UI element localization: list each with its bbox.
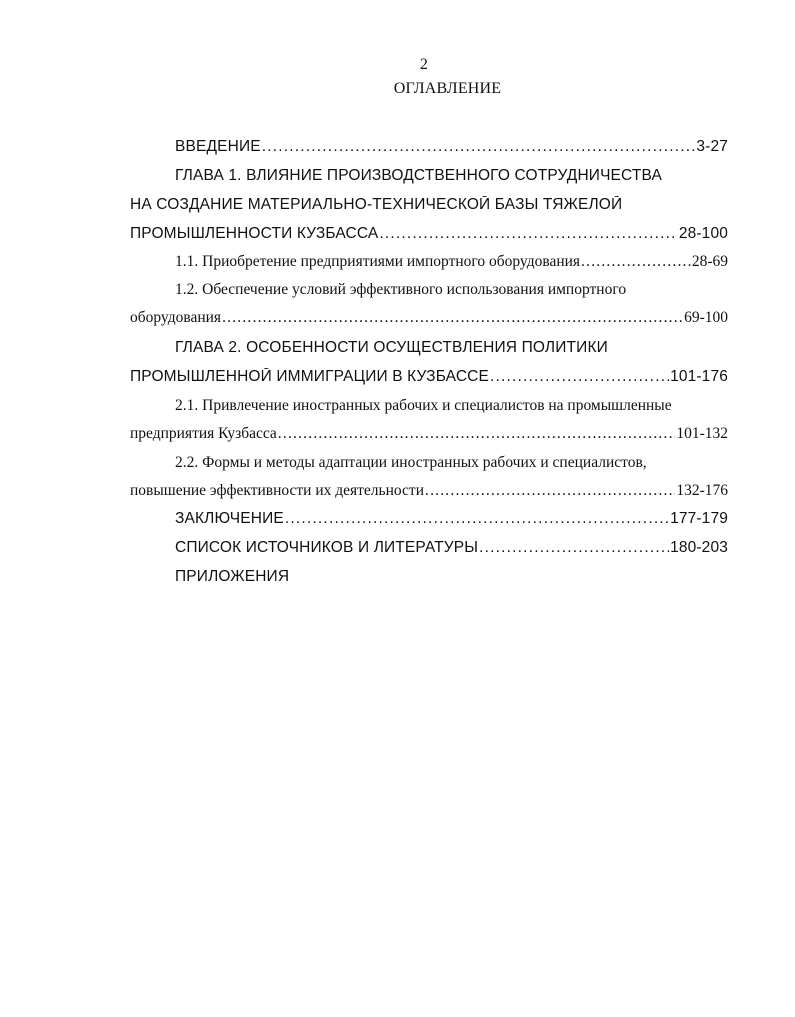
- toc-entry-label-line: 2.1. Привлечение иностранных рабочих и специалистов на промышленные: [175, 397, 672, 414]
- page-number: 2: [419, 56, 429, 73]
- toc-entry-conclusion[interactable]: [130, 510, 728, 530]
- toc-entry-chapter-1[interactable]: [130, 167, 728, 245]
- dot-leader: [379, 225, 678, 243]
- toc-entry-label-line: ГЛАВА 1. ВЛИЯНИЕ ПРОИЗВОДСТВЕННОГО СОТРУДНИЧЕСТВА: [175, 167, 662, 184]
- toc-entry-pages: 69-100: [684, 309, 728, 326]
- dot-leader: [222, 309, 683, 327]
- toc-entry-label: повышение эффективности их деятельности: [130, 482, 424, 499]
- toc-entry-label: ПРОМЫШЛЕННОСТИ КУЗБАССА: [130, 225, 379, 242]
- toc-entry-label: СПИСОК ИСТОЧНИКОВ И ЛИТЕРАТУРЫ: [175, 539, 479, 556]
- toc-entry-last-line: [130, 309, 728, 329]
- table-of-contents: [130, 138, 728, 588]
- dot-leader: [278, 425, 676, 443]
- toc-entry-pages: 28-69: [691, 253, 728, 270]
- toc-entry-label: 1.1. Приобретение предприятиями импортного оборудования: [175, 253, 581, 270]
- toc-entry-appendices[interactable]: ПРИЛОЖЕНИЯ: [175, 568, 290, 585]
- toc-entry-section-2-1[interactable]: [130, 397, 728, 445]
- toc-entry-label: ВВЕДЕНИЕ: [175, 138, 261, 155]
- toc-entry-pages: 101-176: [670, 368, 728, 385]
- toc-entry-chapter-2[interactable]: [130, 339, 728, 388]
- toc-entry-section-2-2[interactable]: [130, 454, 728, 502]
- toc-entry-pages: 180-203: [670, 539, 728, 556]
- dot-leader: [262, 138, 696, 156]
- toc-entry-label-line: 2.2. Формы и методы адаптации иностранных рабочих и специалистов,: [175, 454, 647, 471]
- toc-entry-introduction[interactable]: [130, 138, 728, 158]
- toc-entry-last-line: [130, 368, 728, 388]
- toc-entry-label-line: НА СОЗДАНИЕ МАТЕРИАЛЬНО-ТЕХНИЧЕСКОЙ БАЗЫ ТЯЖЕЛОЙ: [130, 196, 623, 213]
- toc-entry-label: ЗАКЛЮЧЕНИЕ: [175, 510, 284, 527]
- toc-entry-sources[interactable]: [130, 539, 728, 559]
- toc-entry-pages: 177-179: [670, 510, 728, 527]
- toc-entry-section-1-2[interactable]: [130, 281, 728, 329]
- toc-entry-last-line: [130, 225, 728, 245]
- dot-leader: [425, 482, 675, 500]
- dot-leader: [285, 510, 669, 528]
- toc-entry-pages: 101-132: [676, 425, 728, 442]
- toc-entry-pages: 3-27: [696, 138, 728, 155]
- toc-entry-label: ПРОМЫШЛЕННОЙ ИММИГРАЦИИ В КУЗБАССЕ: [130, 368, 489, 385]
- dot-leader: [479, 539, 669, 557]
- toc-entry-label-line: 1.2. Обеспечение условий эффективного использования импортного: [175, 281, 627, 298]
- toc-entry-label: оборудования: [130, 309, 222, 326]
- toc-entry-pages: 132-176: [676, 482, 728, 499]
- dot-leader: [490, 368, 669, 386]
- toc-title: ОГЛАВЛЕНИЕ: [393, 80, 502, 97]
- toc-entry-section-1-1[interactable]: [130, 253, 728, 273]
- toc-entry-last-line: [130, 482, 728, 502]
- toc-entry-pages: 28-100: [678, 225, 728, 242]
- dot-leader: [581, 253, 691, 271]
- toc-entry-last-line: [130, 425, 728, 445]
- toc-entry-label-line: ГЛАВА 2. ОСОБЕННОСТИ ОСУЩЕСТВЛЕНИЯ ПОЛИТИКИ: [175, 339, 608, 356]
- toc-entry-label: предприятия Кузбасса: [130, 425, 277, 442]
